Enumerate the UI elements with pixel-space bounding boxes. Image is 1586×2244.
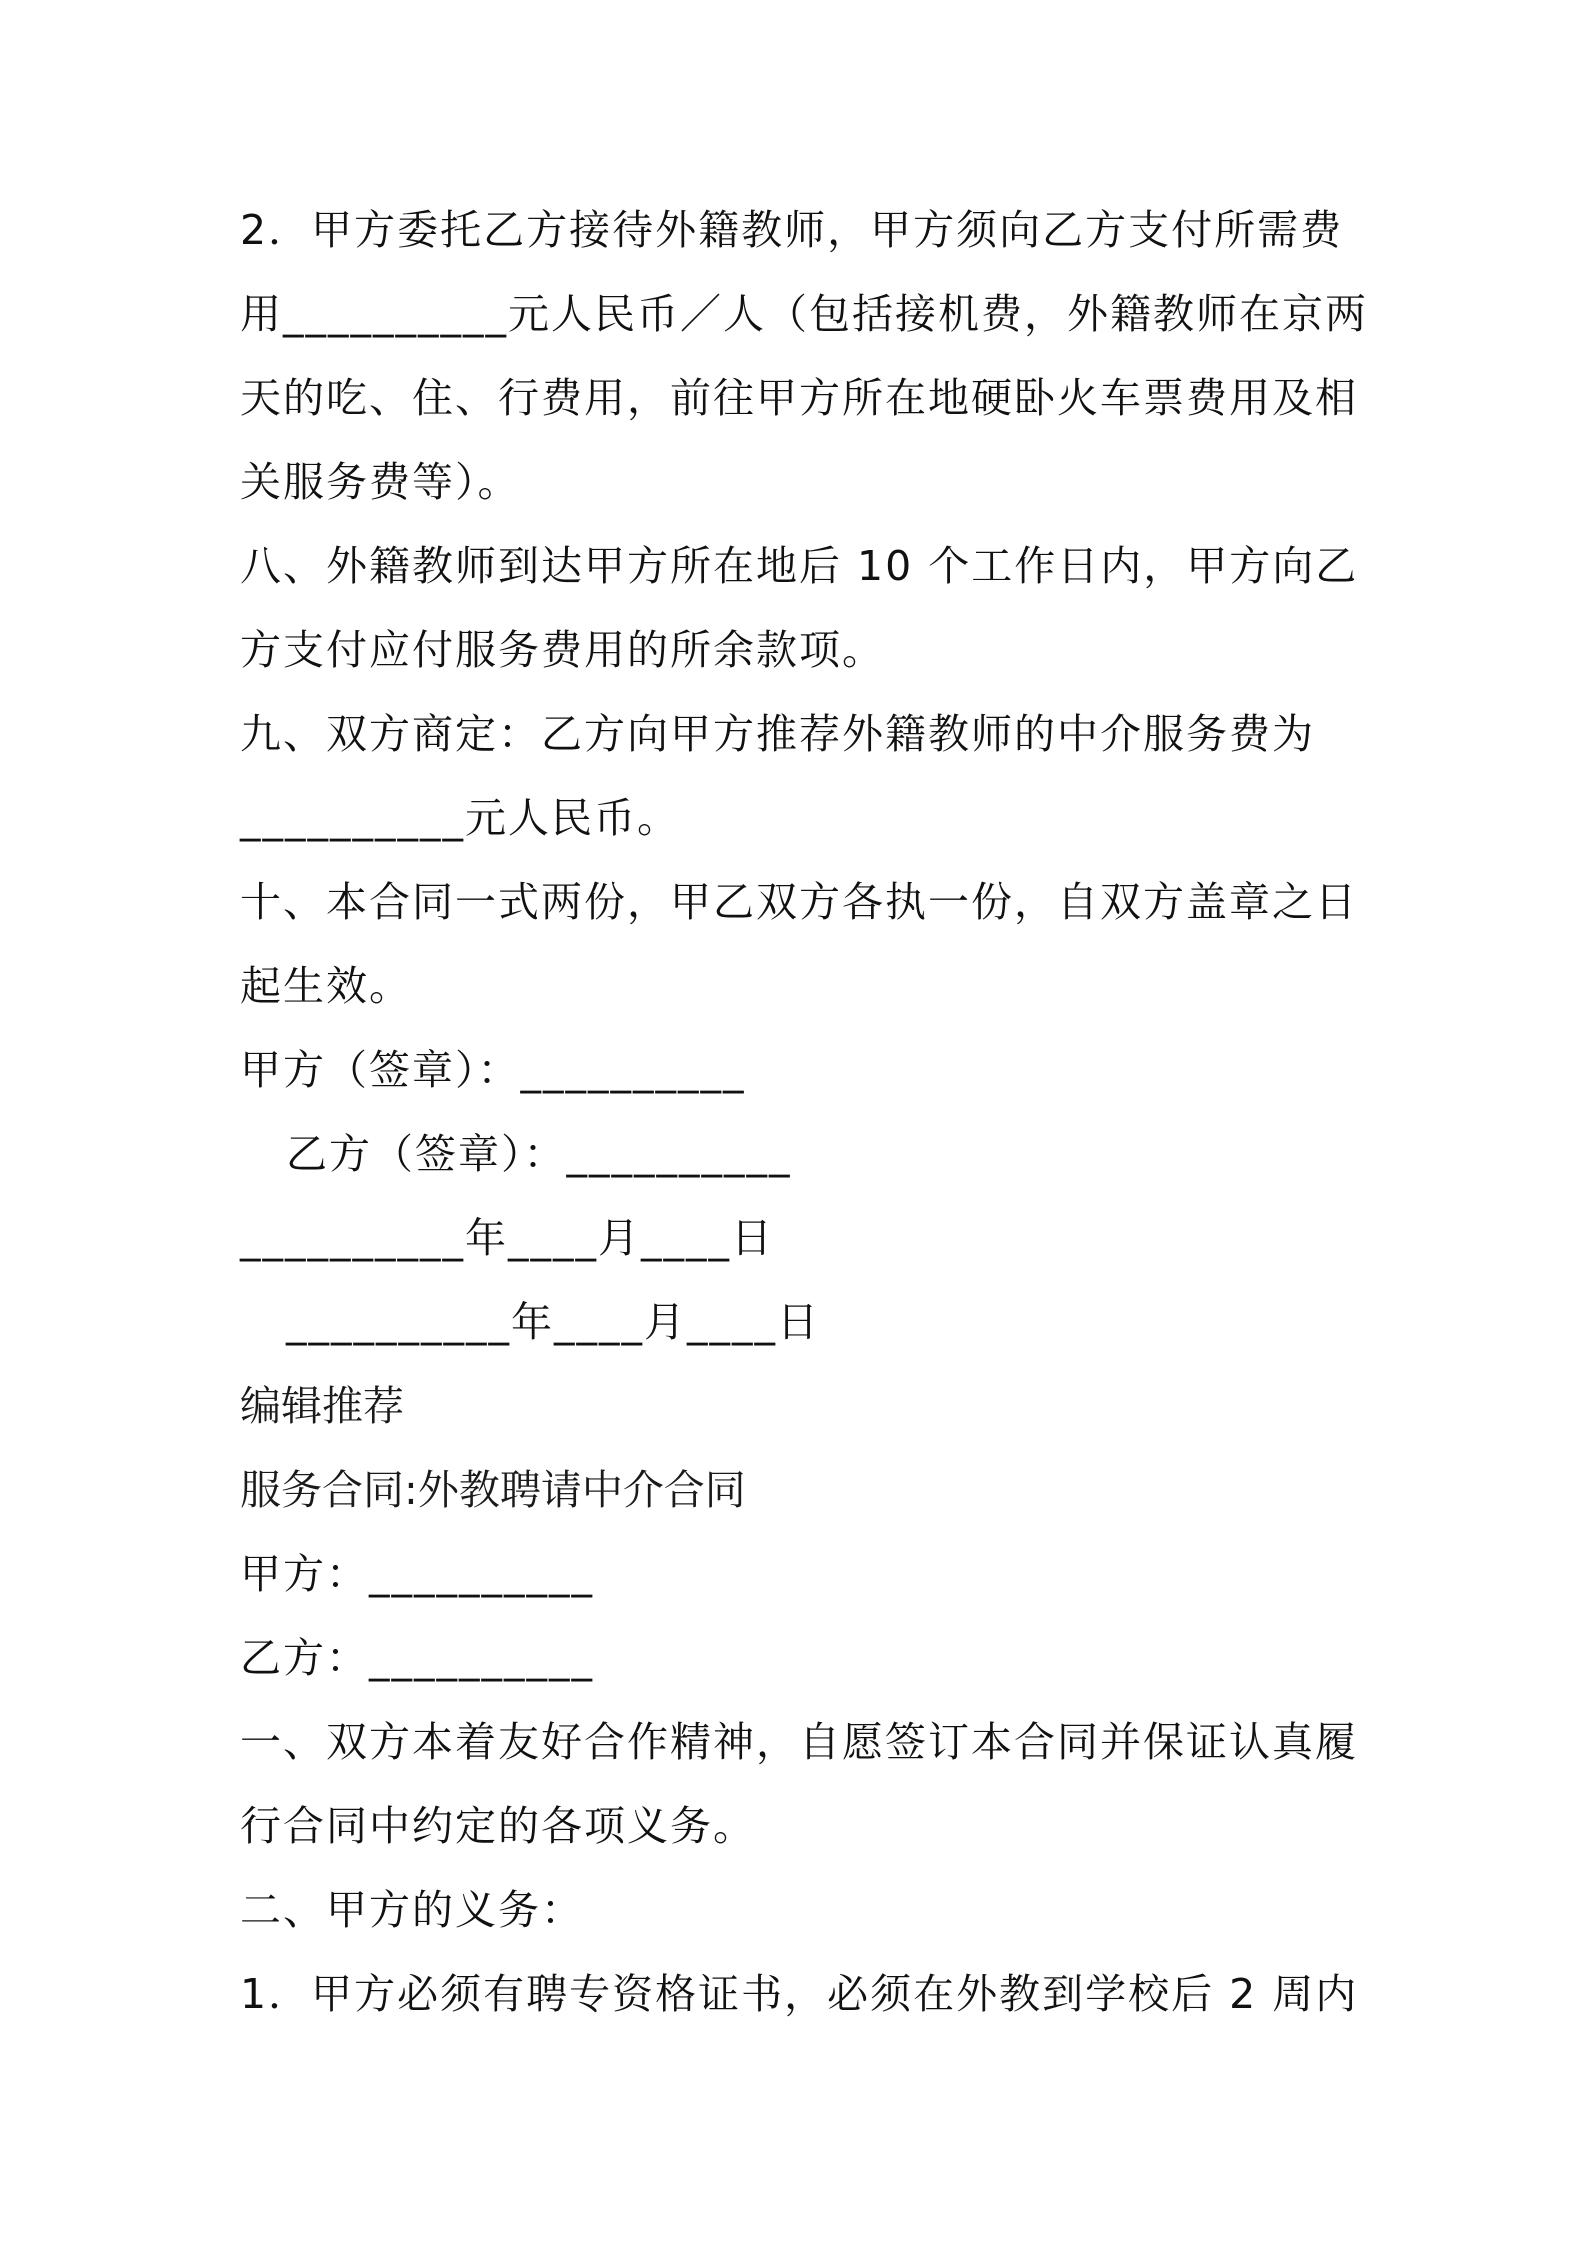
- party-b-signature-line: 乙方（签章）：__________: [286, 1130, 792, 1178]
- clause-2-item-1-line-1: 1．甲方必须有聘专资格证书，必须在外教到学校后 2 周内: [240, 1970, 1359, 2018]
- clause-10-line-1: 十、本合同一式两份，甲乙双方各执一份，自双方盖章之日: [240, 878, 1358, 926]
- date-line-party-a: __________年____月____日: [240, 1214, 774, 1262]
- recommended-contract-title: 服务合同:外教聘请中介合同: [240, 1466, 746, 1514]
- party-a-signature-line: 甲方（签章）：__________: [240, 1046, 746, 1094]
- clause-7-item-2-line-4: 关服务费等）。: [240, 458, 521, 506]
- party-b-field: 乙方：__________: [240, 1634, 594, 1682]
- clause-9-line-1: 九、双方商定：乙方向甲方推荐外籍教师的中介服务费为: [240, 710, 1315, 758]
- clause-10-line-2: 起生效。: [240, 962, 412, 1010]
- clause-9-line-2: __________元人民币。: [240, 794, 680, 842]
- clause-2-heading: 二、甲方的义务：: [240, 1886, 584, 1934]
- clause-8-line-2: 方支付应付服务费用的所余款项。: [240, 626, 885, 674]
- clause-7-item-2-line-2: 用__________元人民币／人（包括接机费，外籍教师在京两: [240, 290, 1368, 338]
- party-a-field: 甲方：__________: [240, 1550, 594, 1598]
- clause-1-line-1: 一、双方本着友好合作精神，自愿签订本合同并保证认真履: [240, 1718, 1358, 1766]
- clause-7-item-2-line-3: 天的吃、住、行费用，前往甲方所在地硬卧火车票费用及相: [240, 374, 1358, 422]
- clause-8-line-1: 八、外籍教师到达甲方所在地后 10 个工作日内，甲方向乙: [240, 542, 1359, 590]
- editor-recommendation-heading: 编辑推荐: [240, 1382, 404, 1430]
- clause-1-line-2: 行合同中约定的各项义务。: [240, 1802, 756, 1850]
- date-line-party-b: __________年____月____日: [286, 1298, 820, 1346]
- clause-7-item-2-line-1: 2．甲方委托乙方接待外籍教师，甲方须向乙方支付所需费: [240, 206, 1344, 254]
